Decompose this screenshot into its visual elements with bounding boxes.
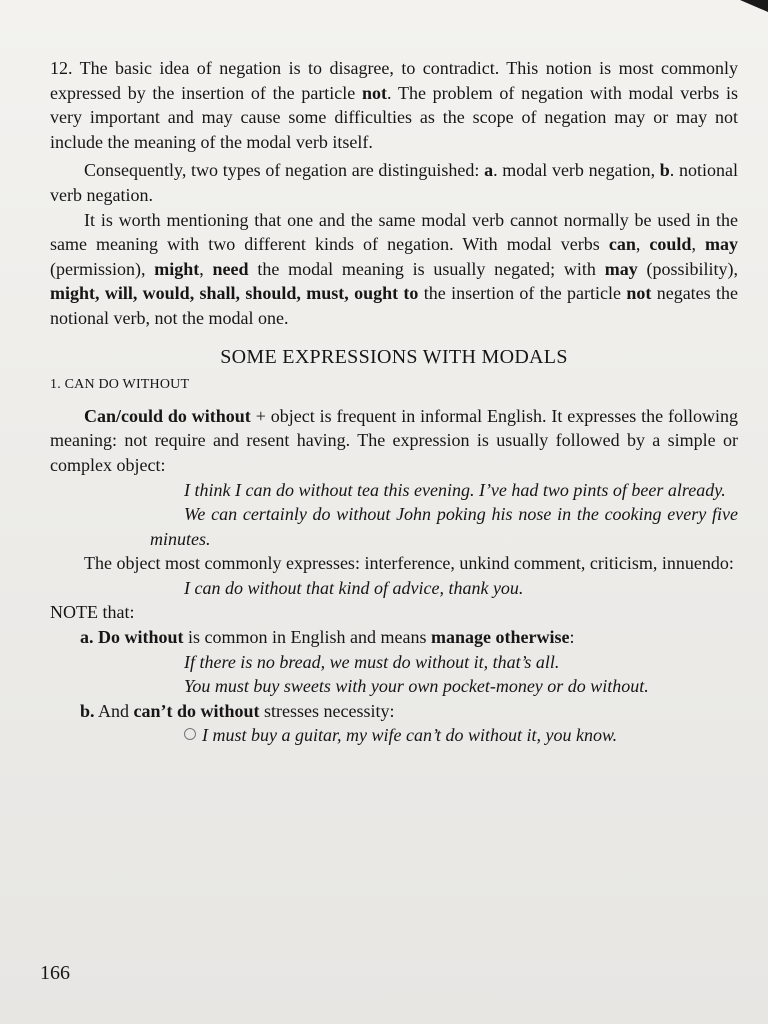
paragraph-12: 12. The basic idea of negation is to disagree, to contradict. This notion is most commonly expressed by the insertion of the particle not. The problem of negation with modal verbs is very important and may cause some difficulties as the scope of negation may or may not include the meaning of the modal verb itself. <box>50 58 739 152</box>
section-title: SOME EXPRESSIONS WITH MODALS <box>220 345 568 368</box>
pencil-mark-icon <box>184 728 196 740</box>
example-guitar: I must buy a guitar, my wife can’t do without it, you know. <box>50 723 738 748</box>
subsection-title: 1. CAN DO WITHOUT <box>50 377 190 393</box>
paragraph-object: The object most commonly expresses: interference, unkind comment, criticism, innuendo: <box>84 553 734 574</box>
paragraph-can-do-without: Can/could do without + object is frequent in informal English. It expresses the following meaning: not require and resent having. The expression is usually followed by a simple or complex object: <box>50 405 739 475</box>
paragraph-consequently: Consequently, two types of negation are distinguished: a. modal verb negation, b. notional verb negation. <box>50 160 738 205</box>
page-body <box>50 56 738 748</box>
paragraph-worth-mentioning: It is worth mentioning that one and the same modal verb cannot normally be used in the same meaning with two different kinds of negation. With modal verbs can, could, may (permission), might, need the modal meaning is usually negated; with may (possibility), might, will, would, shall, should, must, ought to the insertion of the particle not negates the notional verb, not the modal one. <box>50 209 739 328</box>
note-a: a. Do without is common in English and means manage otherwise: <box>80 627 575 648</box>
example-john: We can certainly do without John poking his nose in the cooking every five minutes. <box>150 504 738 549</box>
page-number: 166 <box>40 962 70 984</box>
example-bread: If there is no bread, we must do without it, that’s all. <box>184 651 560 672</box>
note-b: b. And can’t do without stresses necessity: <box>80 700 395 721</box>
example-sweets: You must buy sweets with your own pocket-money or do without. <box>184 676 649 697</box>
example-advice: I can do without that kind of advice, thank you. <box>184 577 524 598</box>
note-label: NOTE that: <box>50 602 135 623</box>
example-tea: I think I can do without tea this evening. I’ve had two pints of beer already. <box>184 479 726 500</box>
page-corner-shadow <box>728 0 768 12</box>
